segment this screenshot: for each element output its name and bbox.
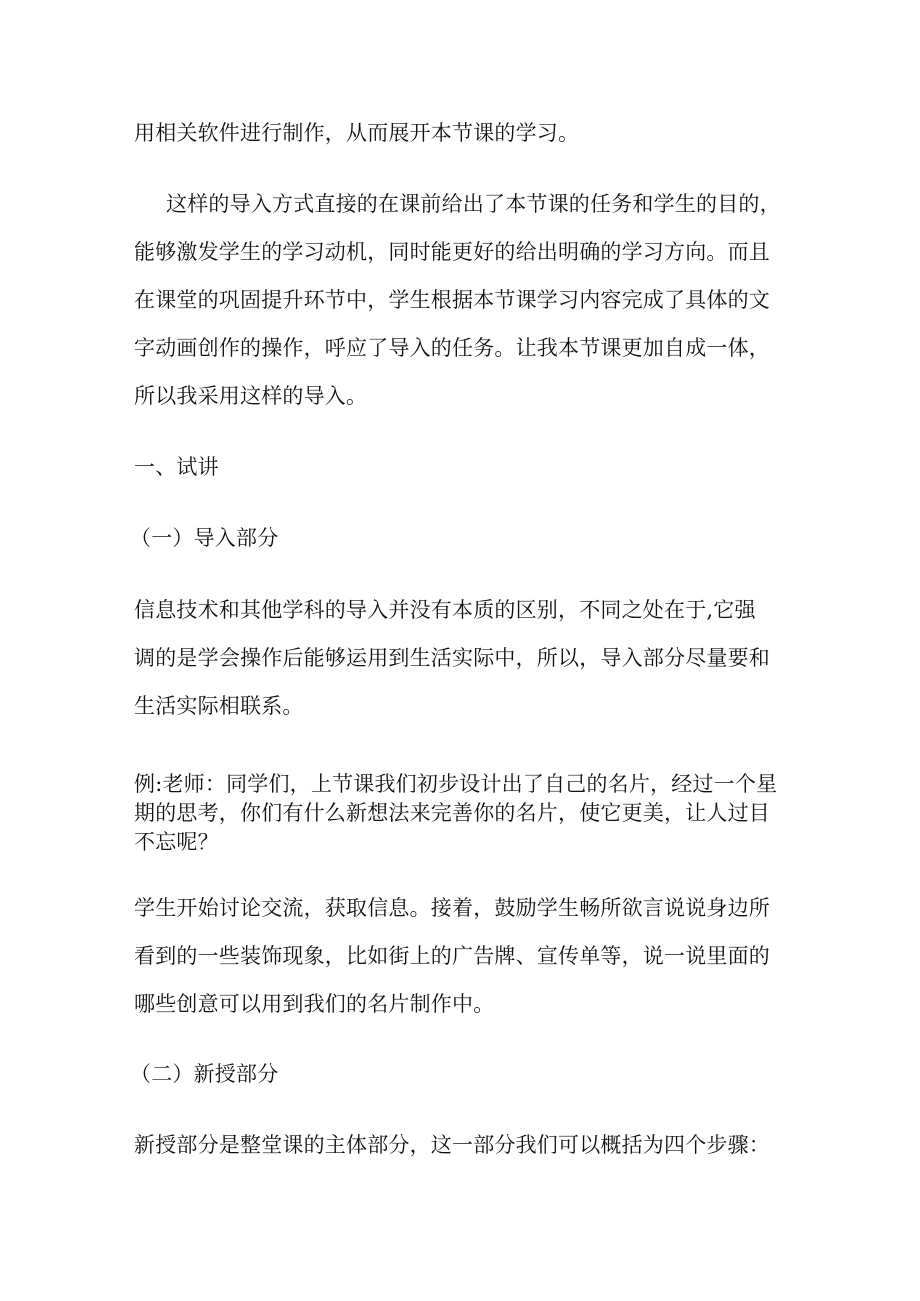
paragraph-line: 信息技术和其他学科的导入并没有本质的区别，不同之处在于,它强 [134, 598, 756, 622]
paragraph-line: 不忘呢？ [134, 830, 219, 854]
subsection-heading: （一）导入部分 [130, 526, 279, 550]
paragraph-line: 能够激发学生的学习动机，同时能更好的给出明确的学习方向。而且 [134, 240, 770, 264]
paragraph-line: 看到的一些装饰现象，比如街上的广告牌、宣传单等，说一说里面的 [134, 944, 770, 968]
paragraph-line: 用相关软件进行制作，从而展开本节课的学习。 [134, 121, 580, 145]
section-heading: 一、试讲 [134, 455, 219, 479]
paragraph-line: 例:老师：同学们，上节课我们初步设计出了自己的名片，经过一个星 [134, 772, 778, 796]
paragraph-line: 所以我采用这样的导入。 [134, 384, 368, 408]
paragraph-line: 在课堂的巩固提升环节中，学生根据本节课学习内容完成了具体的文 [134, 288, 770, 312]
paragraph-line: 生活实际相联系。 [134, 694, 304, 718]
paragraph-line: 期的思考，你们有什么新想法来完善你的名片，使它更美，让人过目 [134, 801, 770, 825]
subsection-heading: （二）新授部分 [130, 1062, 279, 1086]
paragraph-line: 学生开始讨论交流，获取信息。接着，鼓励学生畅所欲言说说身边所 [134, 896, 770, 920]
paragraph-line: 字动画创作的操作，呼应了导入的任务。让我本节课更加自成一体， [134, 336, 770, 360]
paragraph-line: 新授部分是整堂课的主体部分，这一部分我们可以概括为四个步骤： [134, 1133, 770, 1157]
paragraph-line: 哪些创意可以用到我们的名片制作中。 [134, 992, 495, 1016]
paragraph-line: 调的是学会操作后能够运用到生活实际中，所以，导入部分尽量要和 [134, 646, 770, 670]
paragraph-line: 这样的导入方式直接的在课前给出了本节课的任务和学生的目的， [166, 192, 781, 216]
